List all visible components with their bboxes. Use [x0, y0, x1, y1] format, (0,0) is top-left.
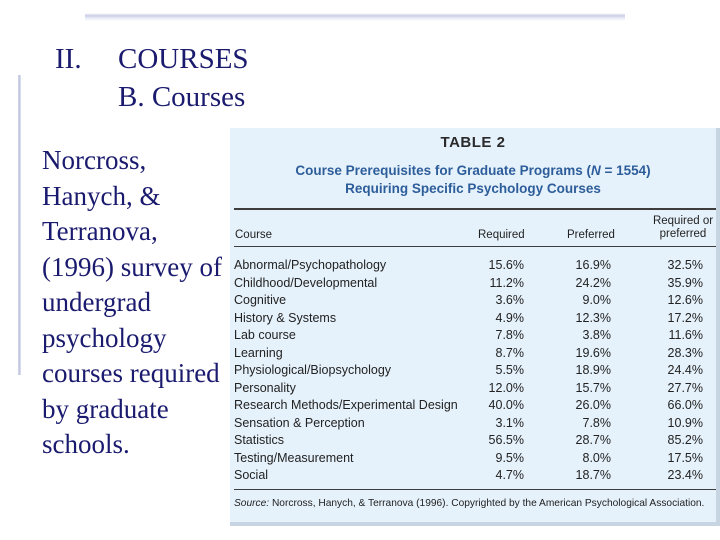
cell-preferred: 16.9% — [575, 258, 611, 272]
table-title-n: N — [590, 163, 601, 178]
cell-course: History & Systems — [234, 310, 337, 325]
slide-heading — [55, 40, 249, 116]
cell-course: Childhood/Developmental — [234, 275, 378, 290]
cell-required: 4.7% — [495, 468, 524, 482]
column-header-rp-line2: preferred — [659, 228, 707, 240]
column-header-rp-line1: Required or — [652, 215, 714, 227]
cell-course: Statistics — [234, 433, 285, 447]
cell-required-or-preferred: 10.9% — [667, 415, 703, 430]
cell-preferred: 18.9% — [575, 363, 611, 377]
cell-required-or-preferred: 11.6% — [668, 328, 703, 342]
cell-preferred: 3.8% — [582, 328, 611, 342]
left-decorative-rule — [18, 75, 21, 375]
cell-required: 56.5% — [488, 433, 524, 447]
cell-required: 40.0% — [488, 398, 524, 412]
column-header-course: Course — [235, 229, 273, 241]
table-row — [234, 380, 716, 398]
table-title-part1: Course Prerequisites for Graduate Programs ( — [295, 163, 591, 178]
table-row — [234, 257, 716, 275]
column-header-required-or-preferred — [648, 215, 718, 241]
table-title — [230, 162, 716, 198]
cell-required: 3.6% — [495, 293, 524, 307]
table-top-rule — [234, 208, 716, 210]
cell-required: 7.8% — [495, 328, 524, 342]
cell-required-or-preferred: 85.2% — [667, 433, 703, 447]
cell-course: Personality — [234, 380, 296, 395]
slide-body-text: Norcross, Hanych, & Terranova, (1996) survey of undergrad psychology courses required by graduate schools. — [42, 145, 222, 459]
cell-required: 3.1% — [495, 415, 524, 430]
cell-preferred: 28.7% — [575, 433, 611, 447]
cell-required-or-preferred: 66.0% — [667, 398, 703, 412]
source-label: Source: — [234, 498, 270, 509]
cell-preferred: 26.0% — [575, 398, 611, 412]
cell-required: 11.2% — [489, 275, 524, 290]
cell-required-or-preferred: 35.9% — [667, 275, 703, 290]
top-decorative-rule — [85, 13, 625, 21]
table-body — [234, 257, 716, 485]
table-source-note — [234, 498, 716, 509]
cell-course: Lab course — [234, 328, 296, 342]
table-row — [234, 327, 716, 345]
table-row — [234, 275, 716, 293]
cell-required-or-preferred: 17.5% — [667, 450, 703, 465]
table-title-part2: = 1554) — [600, 163, 651, 178]
cell-course: Abnormal/Psychopathology — [234, 258, 387, 272]
cell-required-or-preferred: 23.4% — [667, 468, 703, 482]
cell-course: Testing/Measurement — [234, 450, 354, 465]
cell-preferred: 24.2% — [575, 275, 611, 290]
cell-course: Learning — [234, 345, 283, 360]
cell-required: 15.6% — [488, 258, 524, 272]
column-header-preferred: Preferred — [567, 229, 615, 241]
cell-required-or-preferred: 12.6% — [667, 293, 703, 307]
cell-preferred: 8.0% — [582, 450, 611, 465]
cell-preferred: 15.7% — [575, 380, 611, 395]
table-row — [234, 450, 716, 468]
cell-course: Research Methods/Experimental Design — [234, 398, 458, 412]
cell-course: Social — [234, 468, 269, 482]
cell-required-or-preferred: 24.4% — [667, 363, 703, 377]
table-row — [234, 397, 716, 415]
cell-required: 12.0% — [488, 380, 524, 395]
cell-preferred: 7.8% — [582, 415, 611, 430]
table-row — [234, 467, 716, 485]
cell-required: 8.7% — [495, 345, 524, 360]
table-row — [234, 345, 716, 363]
column-header-required: Required — [478, 229, 525, 241]
table-image — [230, 128, 720, 526]
table-header-rule — [234, 246, 716, 247]
table-title-line2: Requiring Specific Psychology Courses — [345, 181, 601, 196]
cell-course: Cognitive — [234, 293, 287, 307]
table-row — [234, 362, 716, 380]
cell-course: Physiological/Biopsychology — [234, 363, 392, 377]
cell-course: Sensation & Perception — [234, 415, 365, 430]
cell-required-or-preferred: 32.5% — [667, 258, 703, 272]
table-label: TABLE 2 — [440, 134, 506, 151]
table-bottom-rule — [234, 489, 716, 490]
cell-preferred: 9.0% — [582, 293, 611, 307]
cell-preferred: 18.7% — [575, 468, 611, 482]
source-text: Norcross, Hanych, & Terranova (1996). Copyrighted by the American Psychological Association. — [269, 498, 705, 509]
cell-required: 9.5% — [495, 450, 524, 465]
table-row — [234, 292, 716, 310]
subsection-title: B. Courses — [118, 81, 246, 113]
cell-preferred: 12.3% — [575, 310, 611, 325]
section-number: II. — [55, 43, 82, 75]
table-row — [234, 415, 716, 433]
cell-required: 5.5% — [495, 363, 524, 377]
cell-required: 4.9% — [495, 310, 524, 325]
cell-required-or-preferred: 17.2% — [667, 310, 703, 325]
cell-required-or-preferred: 28.3% — [667, 345, 703, 360]
section-title: COURSES — [118, 43, 249, 75]
table-row — [234, 310, 716, 328]
cell-preferred: 19.6% — [575, 345, 611, 360]
table-row — [234, 432, 716, 450]
cell-required-or-preferred: 27.7% — [667, 380, 703, 395]
